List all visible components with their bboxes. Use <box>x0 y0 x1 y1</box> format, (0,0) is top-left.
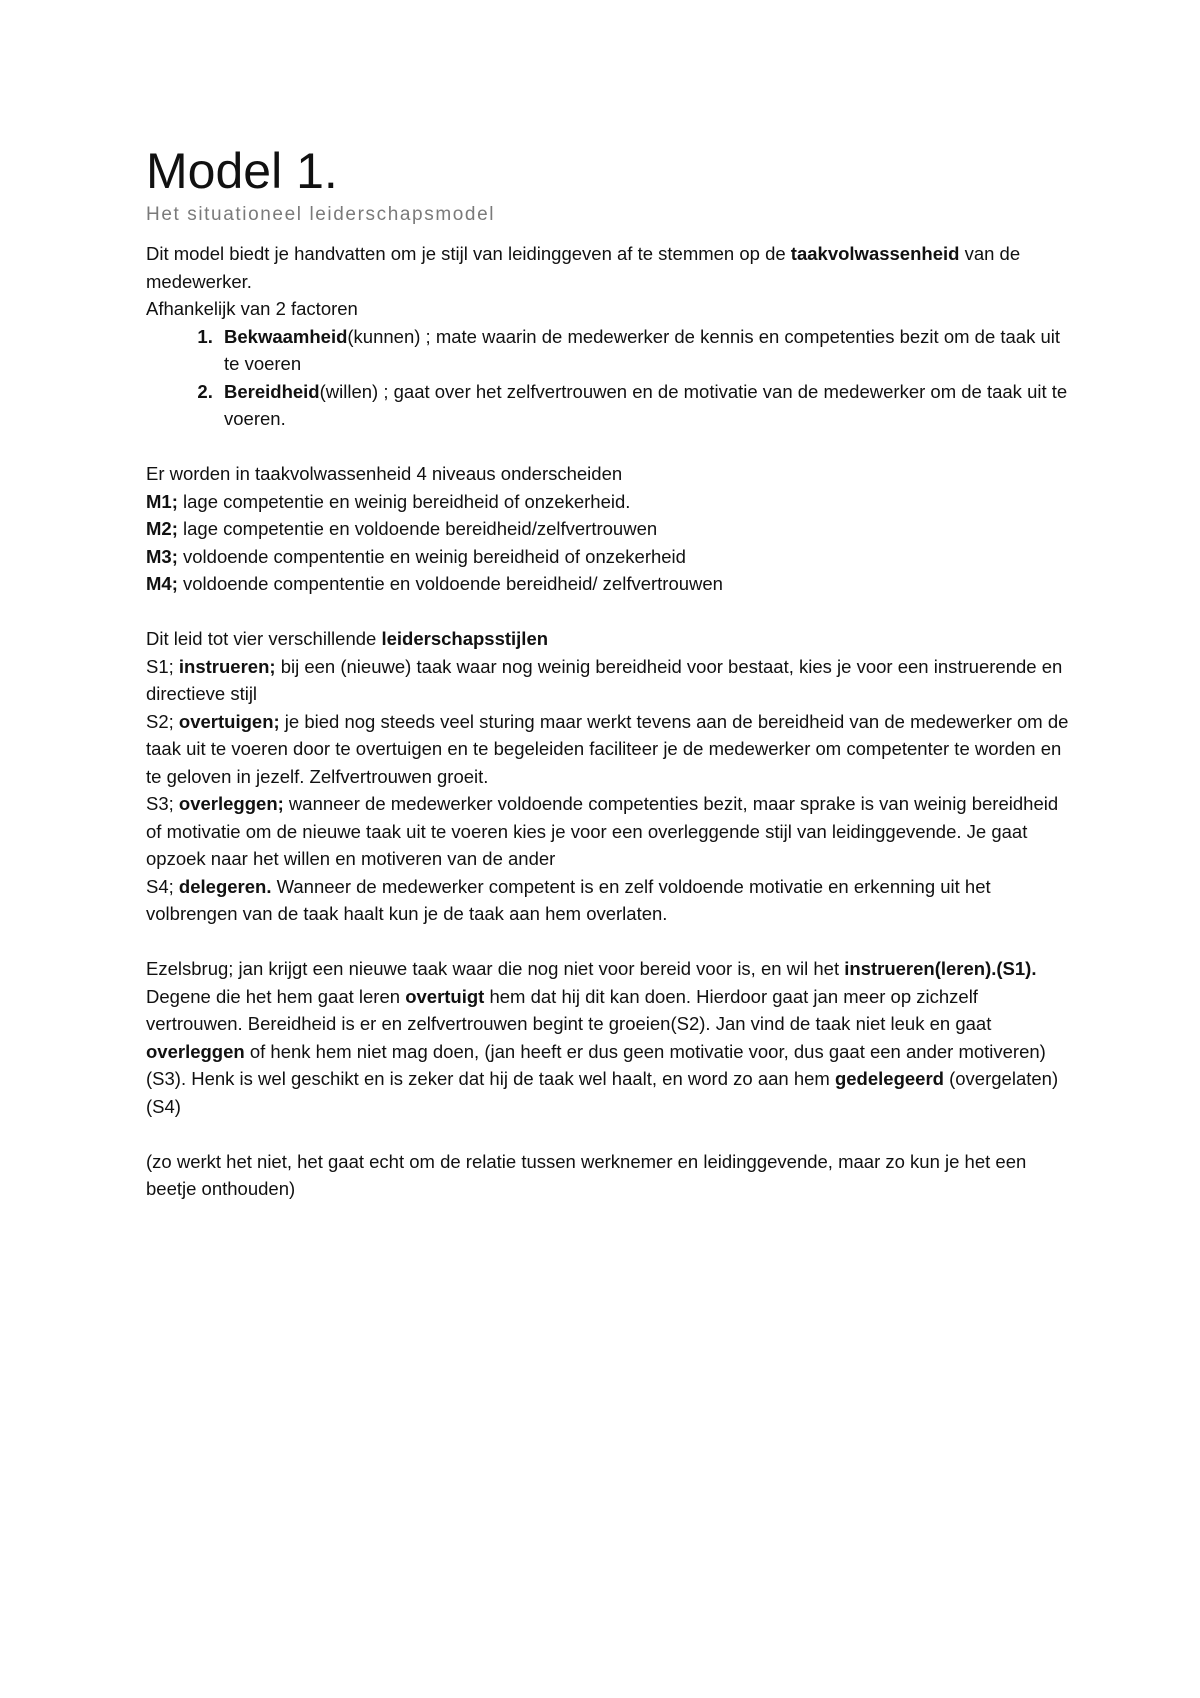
mnemonic-bold: instrueren(leren).(S1). <box>844 958 1037 979</box>
document-page <box>146 140 1076 1203</box>
styles-heading-text: Dit leid tot vier verschillende <box>146 628 382 649</box>
factors-heading: Afhankelijk van 2 factoren <box>146 298 358 319</box>
level-text: voldoende compententie en weinig bereidheid of onzekerheid <box>177 545 686 567</box>
paragraph-spacer <box>146 1120 1076 1148</box>
level-text: voldoende compententie en voldoende bereidheid/ zelfvertrouwen <box>177 573 723 594</box>
document-subtitle: Het situationeel leiderschapsmodel <box>146 204 496 225</box>
style-text: Wanneer de medewerker competent is en zelf voldoende motivatie en erkenning uit het volbrengen van de taak haalt kun je de taak aan hem overlaten. <box>146 875 991 924</box>
factor-text: (willen) ; gaat over het zelfvertrouwen en de motivatie van de medewerker om de taak uit te voeren. <box>224 380 1068 429</box>
mnemonic-text: (overgelaten) (S4) <box>146 1068 1059 1117</box>
level-item <box>146 543 1076 571</box>
paragraph-spacer <box>146 433 1076 461</box>
factors-list <box>146 323 1076 433</box>
factor-term: Bekwaamheid <box>224 325 348 347</box>
level-item <box>146 488 1076 516</box>
style-name: overleggen; <box>178 793 284 814</box>
style-name: instrueren; <box>178 655 276 677</box>
styles-heading-bold: leiderschapsstijlen <box>381 628 549 649</box>
factor-item <box>218 323 1076 378</box>
mnemonic-paragraph <box>146 955 1076 1120</box>
document-title: Model 1. <box>146 143 338 199</box>
mnemonic-bold: overleggen <box>146 1040 245 1062</box>
level-text: lage competentie en voldoende bereidheid/zelfvertrouwen <box>177 518 658 539</box>
intro-text-2: van de medewerker. <box>146 243 1021 292</box>
style-name: overtuigen; <box>178 710 280 732</box>
level-code: M3; <box>146 545 178 567</box>
mnemonic-bold: gedelegeerd <box>834 1068 944 1089</box>
style-text: bij een (nieuwe) taak waar nog weinig bereidheid voor bestaat, kies je voor een instruerende en directieve stijl <box>146 655 1063 704</box>
style-item <box>146 873 1076 928</box>
level-item <box>146 515 1076 543</box>
style-code: S3; <box>146 793 179 814</box>
style-code: S1; <box>146 655 179 677</box>
level-code: M2; <box>146 518 178 539</box>
closing-paragraph: (zo werkt het niet, het gaat echt om de relatie tussen werknemer en leidinggevende, maar zo kun je het een beetje onthouden) <box>146 1150 1027 1199</box>
style-item <box>146 708 1076 791</box>
level-item <box>146 570 1076 598</box>
paragraph-spacer <box>146 928 1076 956</box>
intro-bold-term: taakvolwassenheid <box>790 243 960 264</box>
style-name: delegeren. <box>178 875 272 897</box>
styles-heading <box>146 625 1076 653</box>
style-text: je bied nog steeds veel sturing maar werkt tevens aan de bereidheid van de medewerker om de taak uit te voeren door te overtuigen en te begeleiden faciliteer je de medewerker om competenter te worden en te geloven in jezelf. Zelfvertrouwen groeit. <box>146 710 1069 787</box>
level-code: M4; <box>146 573 178 594</box>
style-code: S4; <box>146 875 179 897</box>
mnemonic-text: Degene die het hem gaat leren <box>146 985 406 1007</box>
style-item <box>146 653 1076 708</box>
mnemonic-bold: overtuigt <box>405 985 485 1007</box>
style-text: wanneer de medewerker voldoende competenties bezit, maar sprake is van weinig bereidheid of motivatie om de nieuwe taak uit te voeren kies je voor een overleggende stijl van leidinggevende. Je gaat opzoek naar het willen en motiveren van de ander <box>146 793 1059 869</box>
intro-paragraph <box>146 240 1076 295</box>
intro-text-1: Dit model biedt je handvatten om je stijl van leidinggeven af te stemmen op de <box>146 243 791 264</box>
style-code: S2; <box>146 710 179 732</box>
paragraph-spacer <box>146 598 1076 626</box>
style-item <box>146 790 1076 873</box>
mnemonic-text: of henk hem niet mag doen, (jan heeft er dus geen motivatie voor, dus gaat een ander motiveren) (S3). Henk is wel geschikt en is zeker dat hij de taak wel haalt, en word zo aan hem <box>146 1040 1046 1089</box>
mnemonic-text: Ezelsbrug; jan krijgt een nieuwe taak waar die nog niet voor bereid voor is, en wil het <box>146 958 845 979</box>
mnemonic-text: hem dat hij dit kan doen. Hierdoor gaat jan meer op zichzelf vertrouwen. Bereidheid is er en zelfvertrouwen begint te groeien(S2). Jan vind de taak niet leuk en gaat <box>146 985 992 1034</box>
factor-term: Bereidheid <box>224 380 320 402</box>
level-code: M1; <box>146 490 178 512</box>
factor-item <box>218 378 1076 433</box>
level-text: lage competentie en weinig bereidheid of onzekerheid. <box>177 490 631 512</box>
levels-heading: Er worden in taakvolwassenheid 4 niveaus onderscheiden <box>146 463 623 484</box>
factor-text: (kunnen) ; mate waarin de medewerker de kennis en competenties bezit om de taak uit te voeren <box>224 325 1061 374</box>
